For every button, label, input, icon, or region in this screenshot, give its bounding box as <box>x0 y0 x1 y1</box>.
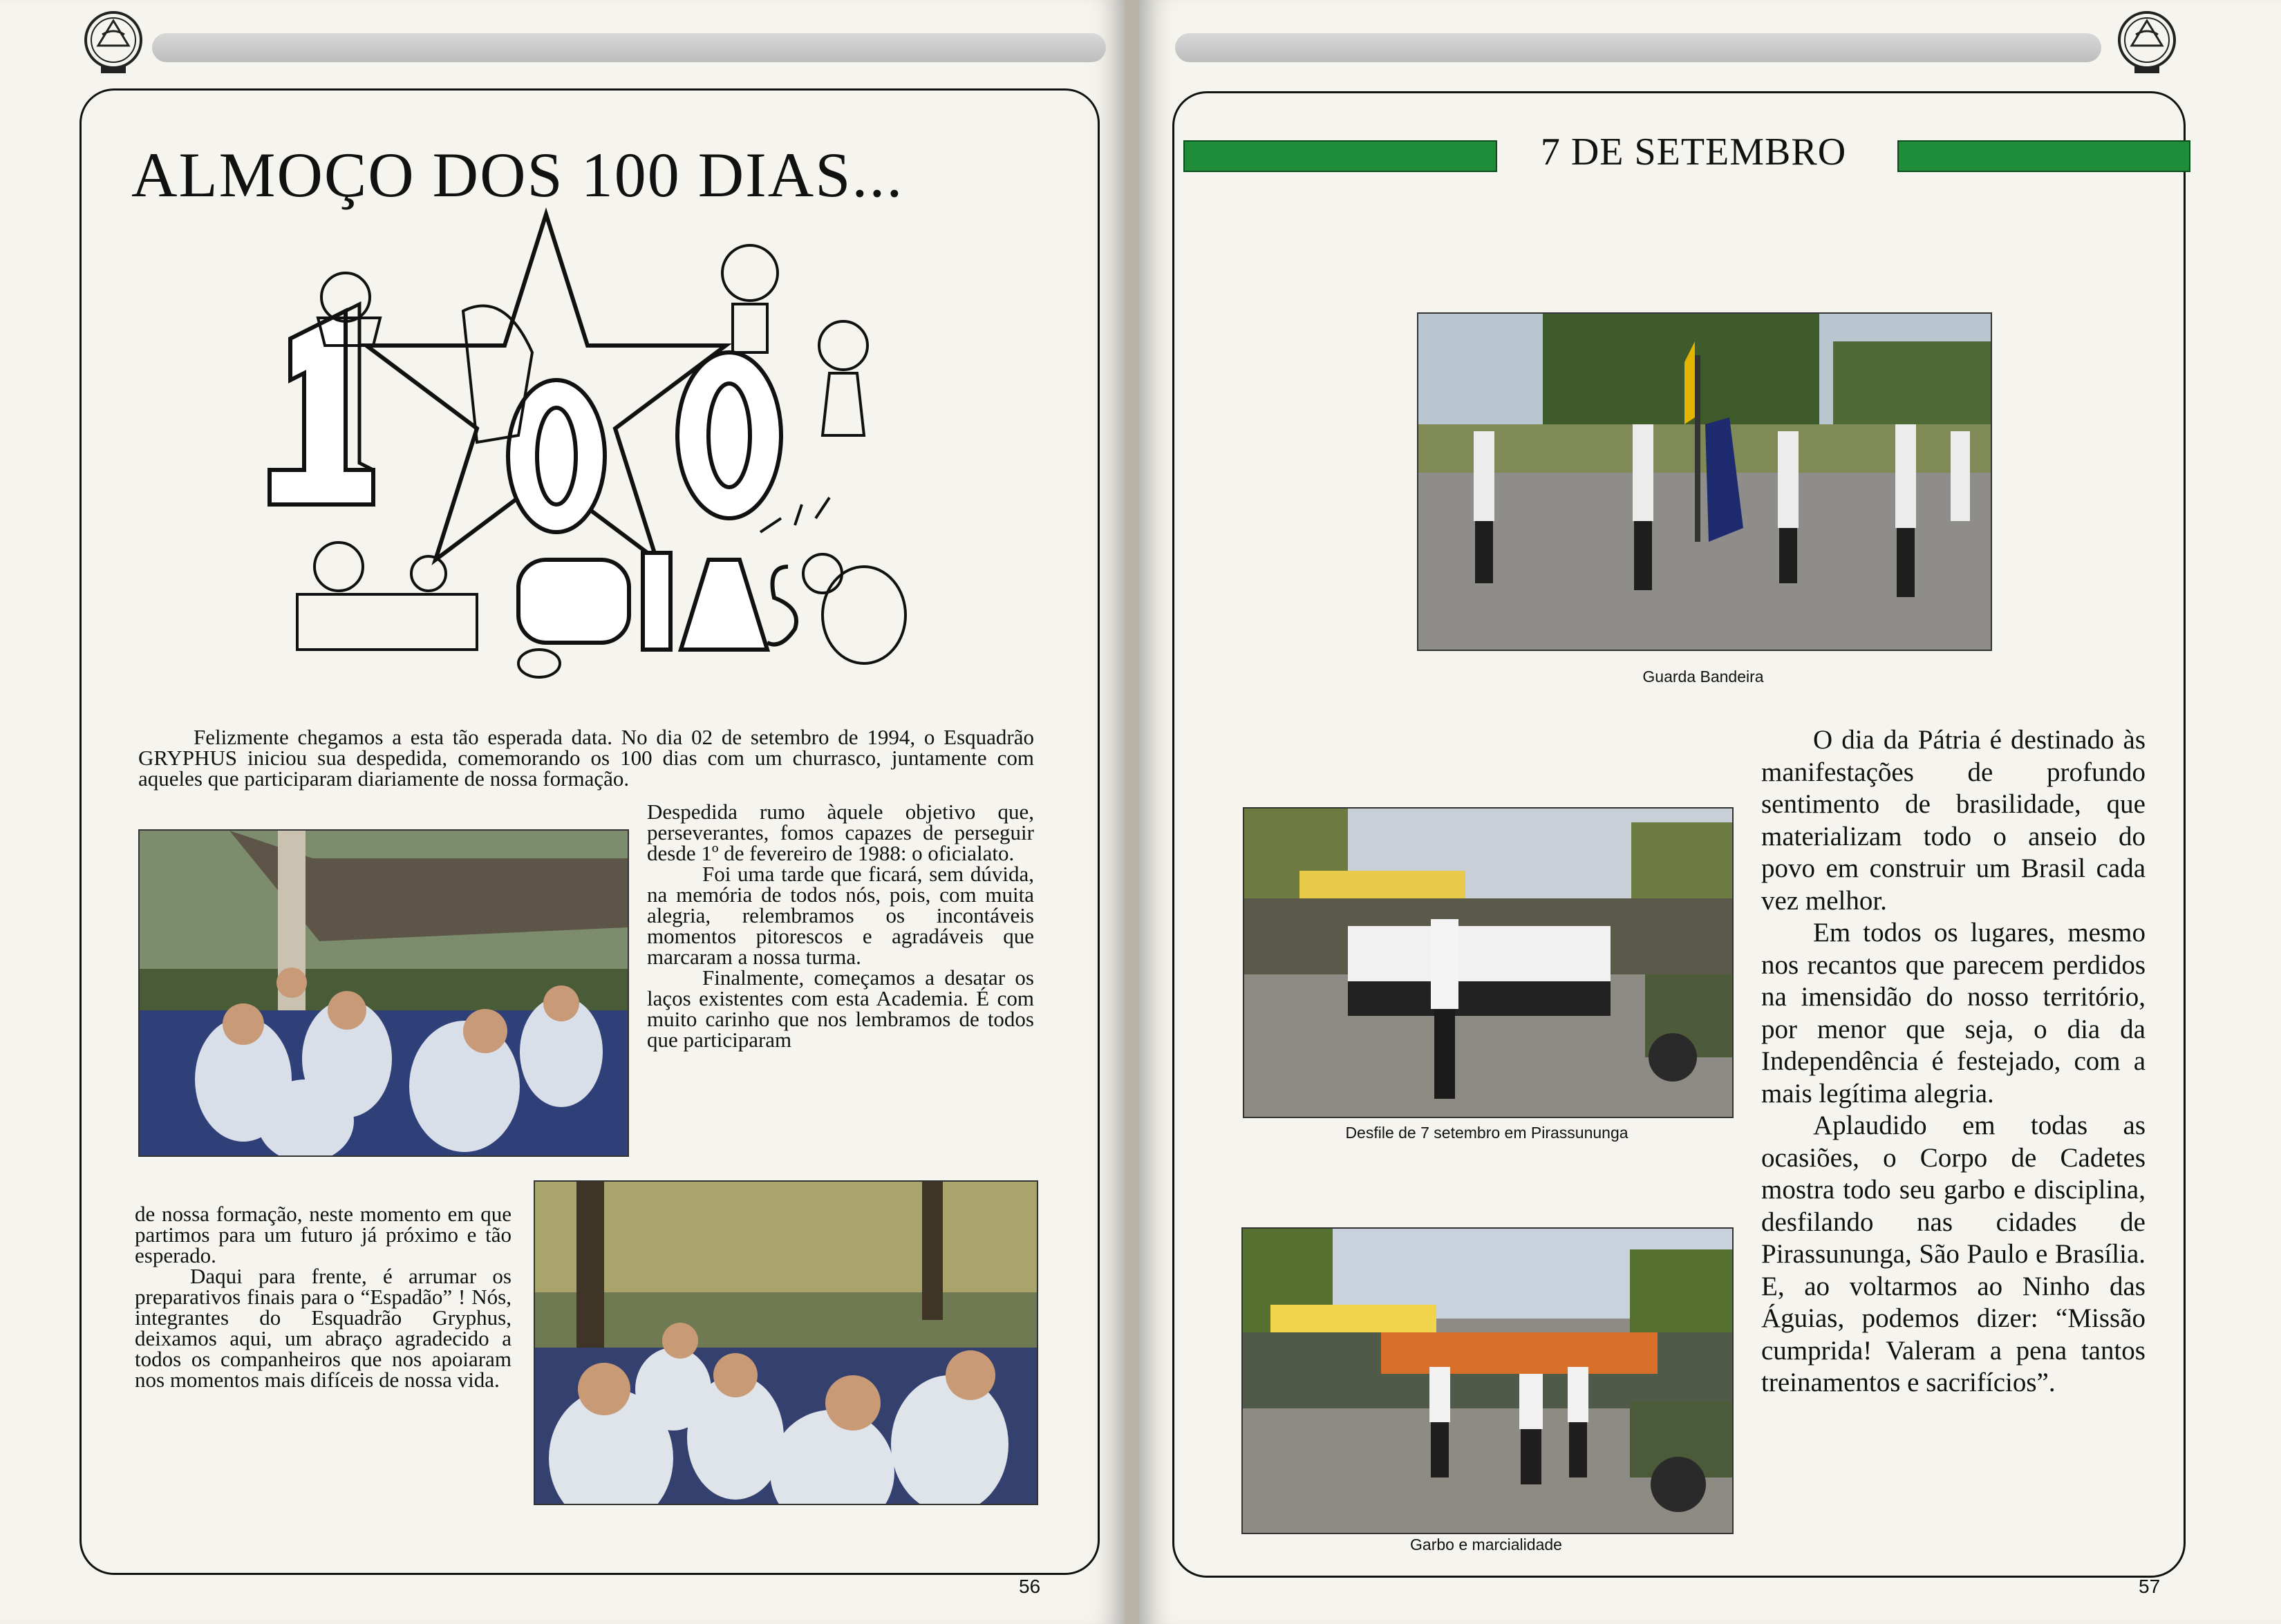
caption-guarda-bandeira: Guarda Bandeira <box>1642 668 1764 686</box>
right-paragraph-2: Em todos os lugares, mesmo nos recantos que parecem perdidos na imensidão do nosso território, por menor que seja, o dia da Independência é festejado, com a mais legítima alegria. <box>1761 918 2146 1108</box>
100-dias-cartoon <box>256 207 940 684</box>
photo-guarda-bandeira <box>1417 312 1992 651</box>
page-number: 57 <box>2139 1576 2161 1597</box>
title-accent-bar-left <box>1183 140 1497 172</box>
caption-desfile: Desfile de 7 setembro em Pirassununga <box>1345 1124 1628 1142</box>
column-paragraph-3: Finalmente, começamos a desatar os laços existentes com esta Academia. É com muito carinho que nos lembramos de todos que participaram <box>647 965 1034 1052</box>
photo-churrasco-1 <box>138 829 629 1157</box>
right-column-text <box>1761 724 2146 1399</box>
column-text <box>647 802 1034 1050</box>
page-title: 7 DE SETEMBRO <box>1540 131 1847 173</box>
header-bar <box>152 33 1106 62</box>
photo-garbo <box>1241 1227 1734 1534</box>
squadron-emblem-icon <box>2115 7 2179 76</box>
lower-paragraph-1: de nossa formação, neste momento em que partimos para um futuro já próximo e tão esperado. <box>135 1202 511 1267</box>
page-title: ALMOÇO DOS 100 DIAS... <box>131 140 904 210</box>
header-bar <box>1175 33 2101 62</box>
book-gutter <box>1125 0 1139 1624</box>
photo-churrasco-2 <box>534 1180 1038 1505</box>
page-number: 56 <box>1019 1576 1041 1597</box>
right-paragraph-3: Aplaudido em todas as ocasiões, o Corpo de Cadetes mostra todo seu garbo e disciplina, desfilando nas cidades de Pirassununga, São Paulo e Brasília. E, ao voltarmos ao Ninho das Águias, podemos dizer: “Missão cumprida! Valeram a pena tantos treinamentos e sacrifícios”. <box>1761 1111 2146 1397</box>
intro-paragraph: Felizmente chegamos a esta tão esperada data. No dia 02 de setembro de 1994, o Esquadrão GRYPHUS iniciou sua despedida, comemorando os 100 dias com um churrasco, juntamente com aqueles que participaram diariamente de nossa formação. <box>138 725 1034 791</box>
squadron-emblem-icon <box>82 7 145 76</box>
caption-garbo: Garbo e marcialidade <box>1410 1536 1562 1554</box>
title-accent-bar-right <box>1897 140 2190 172</box>
lower-paragraph-2: Daqui para frente, é arrumar os preparativos finais para o “Espadão” ! Nós, integrantes do Esquadrão Gryphus, deixamos aqui, um abraço agradecido a todos os companheiros que nos apoiaram nos momentos mais difíceis de nossa vida. <box>135 1264 511 1392</box>
column-paragraph-2: Foi uma tarde que ficará, sem dúvida, na memória de todos nós, pois, com muita alegria, relembramos os incontáveis momentos pitorescos e agradáveis que marcaram a nossa turma. <box>647 862 1034 969</box>
right-paragraph-1: O dia da Pátria é destinado às manifestações de profundo sentimento de brasilidade, que materializam todo o anseio do povo em construir um Brasil cada vez melhor. <box>1761 725 2146 916</box>
left-page <box>0 0 1125 1624</box>
photo-desfile <box>1243 807 1734 1118</box>
lower-text <box>135 1204 511 1390</box>
column-paragraph-1: Despedida rumo àquele objetivo que, perseverantes, fomos capazes de perseguir desde 1º de fevereiro de 1988: o oficialato. <box>647 800 1034 865</box>
